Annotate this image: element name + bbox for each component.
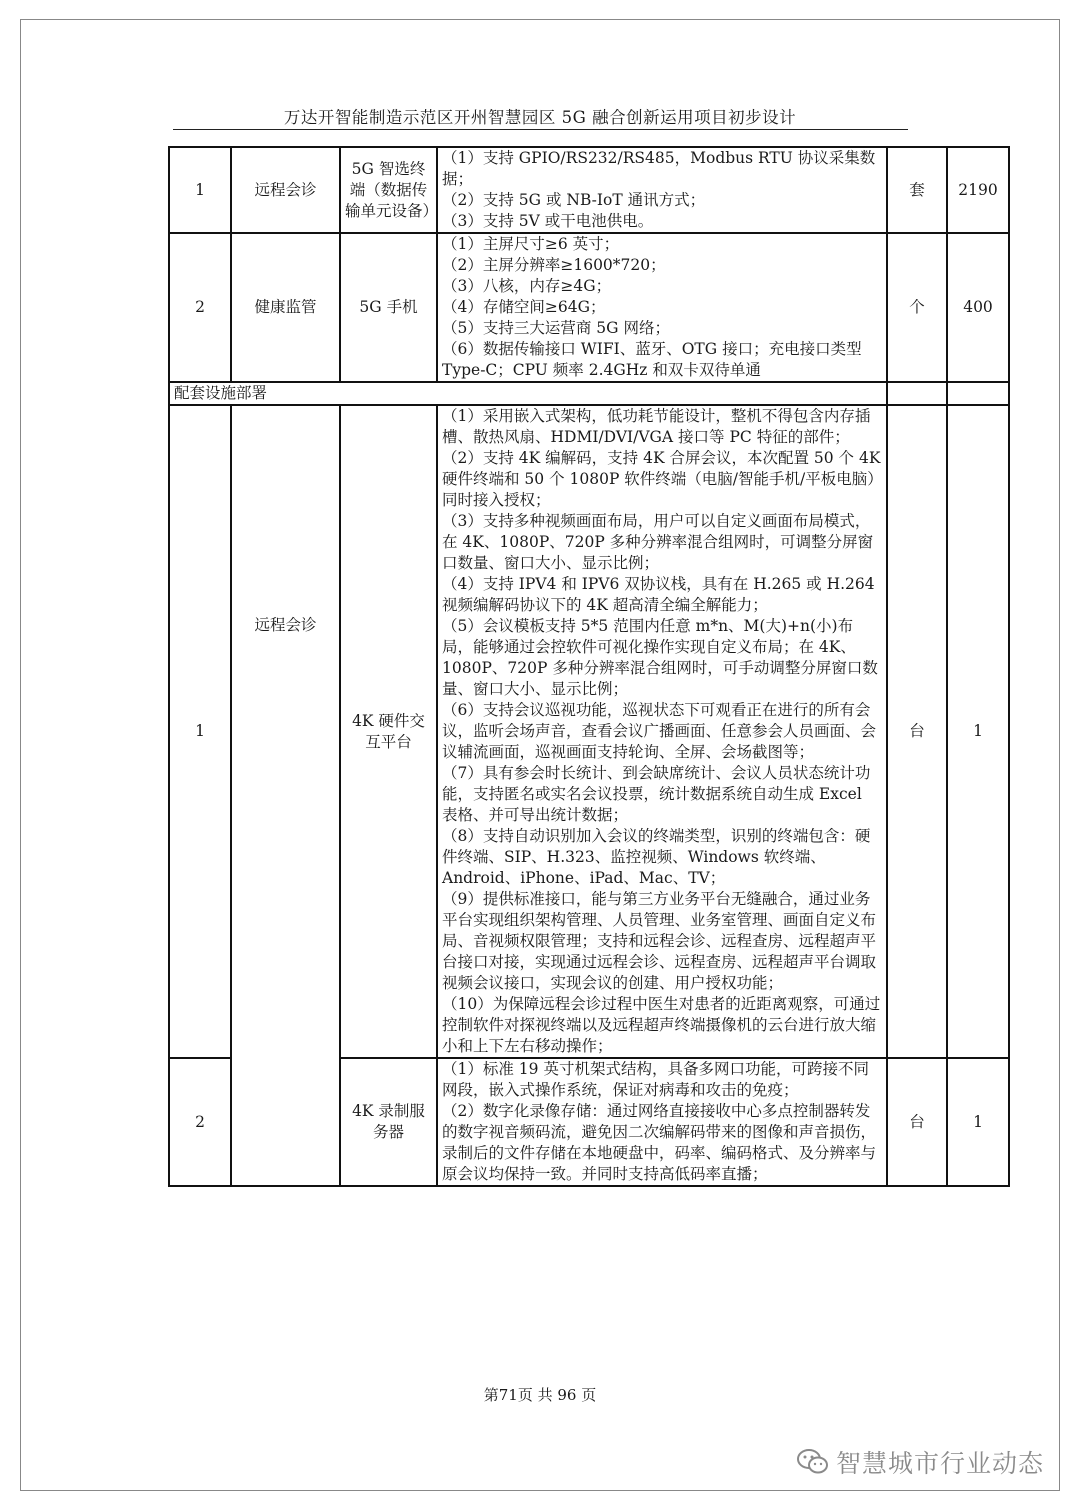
description-line: （4）支持 IPV4 和 IPV6 双协议栈，具有在 H.265 或 H.264 视频编解码协议下的 4K 超高清全编全解能力； xyxy=(442,575,875,614)
row-unit: 台 xyxy=(887,405,947,1058)
description-line: （6）数据传输接口 WIFI、蓝牙、OTG 接口；充电接口类型 Type-C；CPU 频率 2.4GHz 和双卡双待单通 xyxy=(442,340,862,379)
row-item-name: 4K 硬件交互平台 xyxy=(340,405,437,1058)
description-line: （6）支持会议巡视功能，巡视状态下可观看正在进行的所有会议，监听会场声音，查看会议广播画面、任意参会人员画面、会议辅流画面，巡视画面支持轮询、全屏、会场截图等； xyxy=(442,701,877,761)
empty-cell xyxy=(887,382,947,405)
row-quantity: 2190 xyxy=(947,147,1009,233)
row-quantity: 1 xyxy=(947,1058,1009,1186)
empty-cell xyxy=(947,382,1009,405)
description-line: （1）标准 19 英寸机架式结构，具备多网口功能，可跨接不同网段，嵌入式操作系统，保证对病毒和攻击的免疫； xyxy=(442,1060,869,1099)
row-quantity: 400 xyxy=(947,233,1009,382)
row-item-name: 5G 手机 xyxy=(340,233,437,382)
row-number: 2 xyxy=(169,233,231,382)
row-item-name: 4K 录制服务器 xyxy=(340,1058,437,1186)
description-line: （3）支持多种视频画面布局，用户可以自定义画面布局模式，在 4K、1080P、720P 多种分辨率混合组网时，可调整分屏窗口数量、窗口大小、显示比例； xyxy=(442,512,874,572)
row-quantity: 1 xyxy=(947,405,1009,1058)
title-divider xyxy=(173,129,908,130)
row-number: 1 xyxy=(169,405,231,1058)
description-line: （1）采用嵌入式架构，低功耗节能设计，整机不得包含内存插槽、散热风扇、HDMI/DVI/VGA 接口等 PC 特征的部件； xyxy=(442,407,871,446)
row-number: 2 xyxy=(169,1058,231,1186)
table-row xyxy=(169,233,1009,382)
row-description xyxy=(437,233,887,382)
description-line: （5）会议模板支持 5*5 范围内任意 m*n、M(大)+n(小)布局，能够通过会控软件可视化操作实现自定义布局；在 4K、1080P、720P 多种分辨率混合组网时，可手动调整分屏窗口数量、窗口大小、显示比例； xyxy=(442,617,878,698)
wechat-icon xyxy=(796,1447,830,1477)
document-title: 万达开智能制造示范区开州智慧园区 5G 融合创新运用项目初步设计 xyxy=(283,108,797,127)
description-line: （1）支持 GPIO/RS232/RS485，Modbus RTU 协议采集数据； xyxy=(442,149,876,188)
description-line: （10）为保障远程会诊过程中医生对患者的近距离观察，可通过控制软件对探视终端以及远程超声终端摄像机的云台进行放大缩小和上下左右移动操作； xyxy=(442,995,881,1055)
row-category: 远程会诊 xyxy=(231,147,340,233)
section-label: 配套设施部署 xyxy=(169,382,887,405)
description-line: （8）支持自动识别加入会议的终端类型，识别的终端包含：硬件终端、SIP、H.323、监控视频、Windows 软终端、Android、iPhone、iPad、Mac、TV； xyxy=(442,827,871,887)
row-description xyxy=(437,1058,887,1186)
equipment-table xyxy=(168,146,1010,1187)
table-row xyxy=(169,147,1009,233)
description-line: （2）支持 5G 或 NB-IoT 通讯方式； xyxy=(442,191,706,209)
row-number: 1 xyxy=(169,147,231,233)
row-unit: 个 xyxy=(887,233,947,382)
row-description xyxy=(437,147,887,233)
description-line: （3）八核，内存≥4G； xyxy=(442,277,612,295)
description-line: （7）具有参会时长统计、到会缺席统计、会议人员状态统计功能，支持匿名或实名会议投票，统计数据系统自动生成 Excel 表格、并可导出统计数据； xyxy=(442,764,871,824)
row-item-name: 5G 智选终端（数据传输单元设备） xyxy=(340,147,437,233)
group-category: 远程会诊 xyxy=(231,405,340,1186)
description-line: （2）数字化录像存储：通过网络直接接收中心多点控制器转发的数字视音频码流，避免因二次编解码带来的图像和声音损伤，录制后的文件存储在本地硬盘中，码率、编码格式、及分辨率与原会议均保持一致。并同时支持高低码率直播； xyxy=(442,1102,877,1183)
row-unit: 台 xyxy=(887,1058,947,1186)
description-line: （3）支持 5V 或干电池供电。 xyxy=(442,212,654,230)
table-row xyxy=(169,405,1009,1058)
row-unit: 套 xyxy=(887,147,947,233)
description-line: （4）存储空间≥64G； xyxy=(442,298,606,316)
watermark xyxy=(796,1444,1044,1480)
description-line: （9）提供标准接口，能与第三方业务平台无缝融合，通过业务平台实现组织架构管理、人员管理、业务室管理、画面自定义布局、音视频权限管理；支持和远程会诊、远程查房、远程超声平台接口对接，实现通过远程会诊、远程查房、远程超声平台调取视频会议接口，实现会议的创建、用户授权功能； xyxy=(442,890,877,992)
description-line: （1）主屏尺寸≥6 英寸； xyxy=(442,235,620,253)
description-line: （2）支持 4K 编解码，支持 4K 合屏会议，本次配置 50 个 4K 硬件终端和 50 个 1080P 软件终端（电脑/智能手机/平板电脑）同时接入授权； xyxy=(442,449,881,509)
watermark-text: 智慧城市行业动态 xyxy=(835,1449,1044,1478)
row-category: 健康监管 xyxy=(231,233,340,382)
row-description xyxy=(437,405,887,1058)
section-row xyxy=(169,382,1009,405)
description-line: （5）支持三大运营商 5G 网络； xyxy=(442,319,670,337)
description-line: （2）主屏分辨率≥1600*720； xyxy=(442,256,666,274)
page-number: 第71页 共 96 页 xyxy=(483,1386,597,1404)
